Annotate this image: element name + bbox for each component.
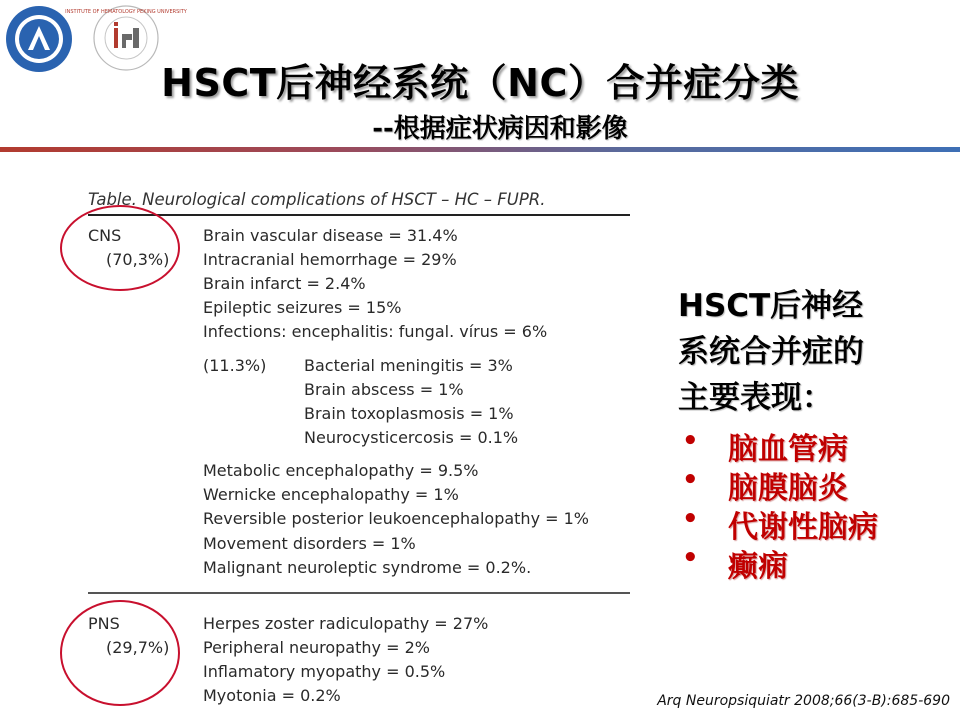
bullet-dot: • [682,426,699,456]
side-bullet-item [680,424,940,467]
bullet-text: 代谢性脑病 [728,510,878,545]
side-heading-line: HSCT后神经 [678,288,864,324]
pns-item: Peripheral neuropathy = 2% [203,638,430,657]
infection-item: Brain abscess = 1% [304,380,464,399]
side-bullet-item [680,541,940,584]
cns-other-item: Metabolic encephalopathy = 9.5% [203,461,479,480]
side-bullet-item [680,502,940,545]
cns-item: Brain infarct = 2.4% [203,274,366,293]
bullet-text: 癫痫 [728,549,788,584]
table-mid-rule [88,592,630,594]
infection-group-percent: (11.3%) [203,356,267,375]
citation: Arq Neuropsiquiatr 2008;66(3-B):685-690 [657,693,950,709]
page-subtitle: --根据症状病因和影像 [372,114,628,144]
side-panel-heading [678,283,928,421]
side-heading-line: 系统合并症的 [678,334,864,370]
cns-other-item: Malignant neuroleptic syndrome = 0.2%. [203,558,532,577]
infection-item: Brain toxoplasmosis = 1% [304,404,514,423]
cns-item: Epileptic seizures = 15% [203,298,402,317]
pns-item: Myotonia = 0.2% [203,686,341,705]
logo-ring-text: INSTITUTE OF HEMATOLOGY PEKING UNIVERSITY [65,9,187,15]
bullet-text: 脑膜脑炎 [728,471,848,506]
table-top-rule [88,214,630,216]
cns-label: CNS [88,226,122,245]
pns-label: PNS [88,614,120,633]
cns-other-item: Reversible posterior leukoencephalopathy = 1% [203,509,589,528]
cns-item: Brain vascular disease = 31.4% [203,226,458,245]
cns-other-item: Movement disorders = 1% [203,534,416,553]
infection-item: Bacterial meningitis = 3% [304,356,513,375]
table-caption: Table. Neurological complications of HSCT – HC – FUPR. [88,190,546,209]
pns-item: Herpes zoster radiculopathy = 27% [203,614,489,633]
page-title: HSCT后神经系统（NC）合并症分类 [161,61,799,105]
bullet-dot: • [682,504,699,534]
cns-highlight-circle [60,205,180,291]
cns-other-item: Wernicke encephalopathy = 1% [203,485,459,504]
cns-item: Intracranial hemorrhage = 29% [203,250,457,269]
cns-item: Infections: encephalitis: fungal. vírus = 6% [203,322,548,341]
university-seal-logo [4,4,74,74]
cns-percent: (70,3%) [106,250,170,269]
infection-item: Neurocysticercosis = 0.1% [304,428,519,447]
header-divider [0,147,960,152]
bullet-dot: • [682,543,699,573]
pns-item: Inflamatory myopathy = 0.5% [203,662,446,681]
bullet-text: 脑血管病 [728,432,848,467]
pns-percent: (29,7%) [106,638,170,657]
side-bullet-item [680,463,940,506]
bullet-dot: • [682,465,699,495]
side-heading-line: 主要表现： [678,380,833,416]
